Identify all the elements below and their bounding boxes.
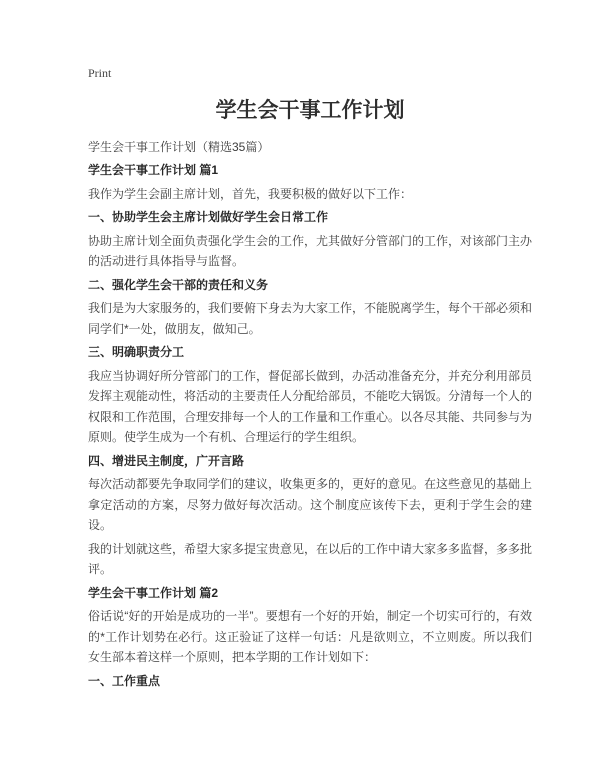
section-heading-2: 二、强化学生会干部的责任和义务 (88, 277, 269, 292)
section-heading-4: 四、增进民主制度，广开言路 (88, 453, 245, 468)
paragraph: 我们是为大家服务的，我们要俯下身去为大家工作，不能脱离学生，每个干部必须和同学们*一处，做朋友，做知己。 (88, 301, 533, 336)
page-subtitle: 学生会干事工作计划（精选35篇） (88, 139, 270, 154)
paragraph: 俗话说“好的开始是成功的一半”。要想有一个好的开始，制定一个切实可行的，有效的*工作计划势在必行。这正验证了这样一句话：凡是欲则立，不立则废。所以我们女生部本着这样一个原则，把本学期的工作计划如下： (88, 609, 532, 664)
section-heading-3: 三、明确职责分工 (88, 345, 185, 359)
print-link[interactable]: Print (88, 66, 112, 80)
section-heading-pian1: 学生会干事工作计划 篇1 (88, 163, 219, 177)
paragraph: 我应当协调好所分管部门的工作，督促部长做到，办活动准备充分，并充分利用部员发挥主观能动性，将活动的主要责任人分配给部员，不能吃大锅饭。分清每一个人的权限和工作范围，合理安排每一个人的工作量和工作重心。以各尽其能、共同参与为原则。使学生成为一个有机、合理运行的学生组织。 (88, 368, 533, 444)
paragraph: 协助主席计划全面负责强化学生会的工作，尤其做好分管部门的工作，对该部门主办的活动进行具体指导与监督。 (88, 233, 533, 268)
page-title: 学生会干事工作计划 (215, 99, 405, 122)
paragraph: 我的计划就这些，希望大家多提宝贵意见，在以后的工作中请大家多多监督，多多批评。 (88, 541, 533, 576)
section-heading-1: 一、协助学生会主席计划做好学生会日常工作 (88, 210, 329, 224)
paragraph: 每次活动都要先争取同学们的建议，收集更多的，更好的意见。在这些意见的基础上拿定活动的方案，尽努力做好每次活动。这个制度应该传下去，更利于学生会的建设。 (88, 477, 533, 532)
section-heading-work-focus: 一、工作重点 (88, 673, 161, 688)
section-heading-pian2: 学生会干事工作计划 篇2 (88, 585, 219, 600)
paragraph: 我作为学生会副主席计划，首先，我要积极的做好以下工作： (88, 186, 413, 201)
